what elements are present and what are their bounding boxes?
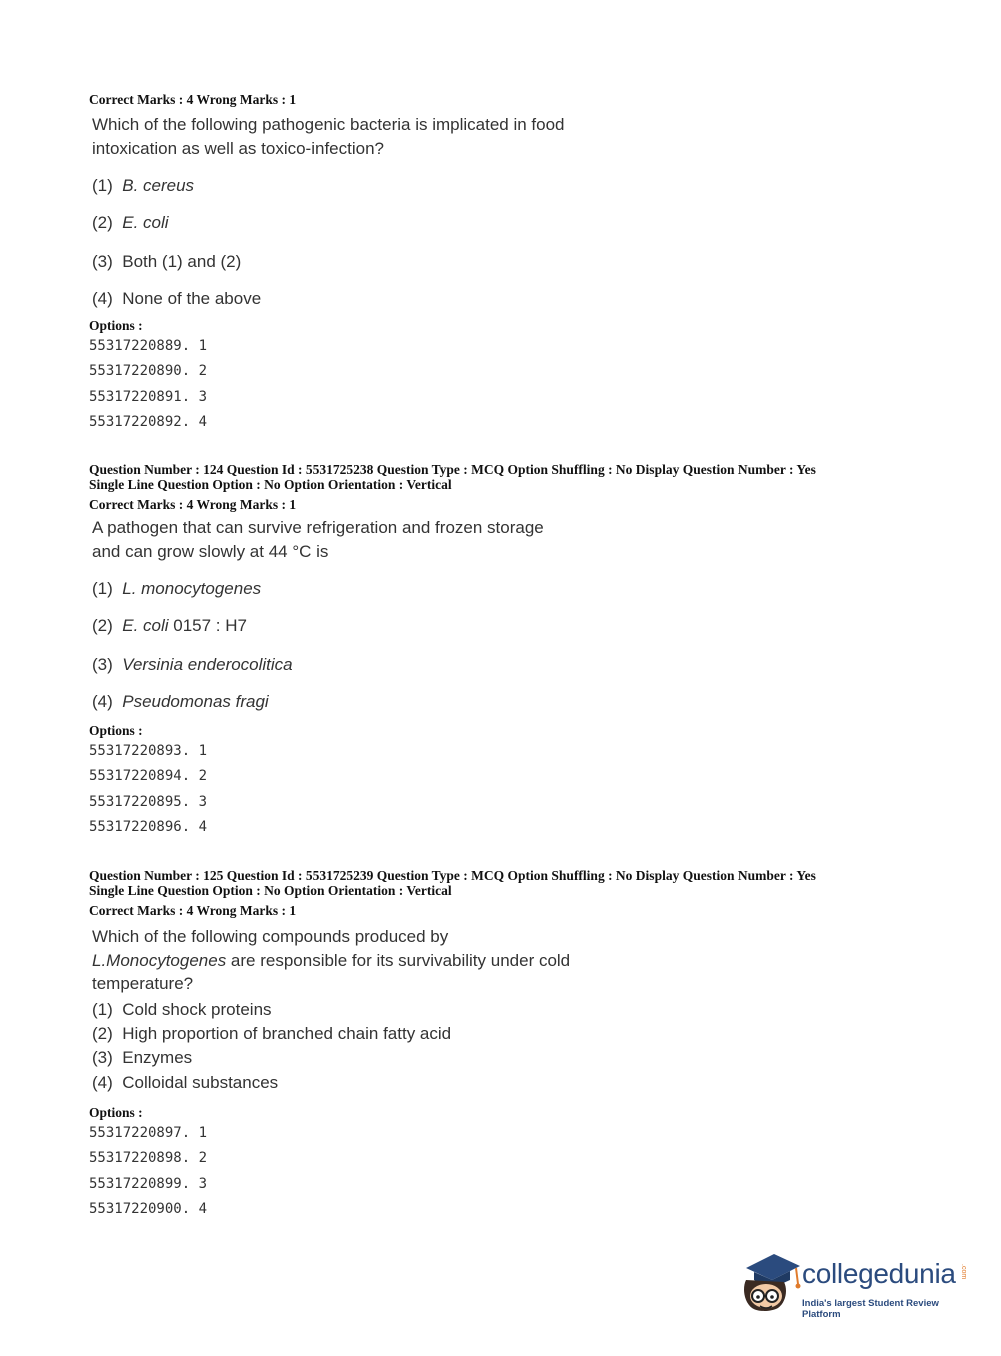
question-header: Question Number : 125 Question Id : 5531725239 Question Type : MCQ Option Shuffling : No Display Question Number : Yes Single Line Question Option : No Option Orientation : Vertical (89, 868, 816, 898)
answer-option-1: (1) Cold shock proteins (92, 1000, 272, 1019)
answer-option-2: (2) E. coli 0157 : H7 (92, 616, 247, 635)
question-text-line: intoxication as well as toxico-infection? (92, 138, 384, 158)
answer-option-4: (4) None of the above (92, 289, 262, 308)
options-label: Options : (89, 723, 143, 738)
option-id-list (89, 1121, 207, 1222)
option-id: 55317220893. 1 (89, 743, 208, 759)
question-text-line: and can grow slowly at 44 °C is (92, 541, 329, 561)
answer-option-2: (2) High proportion of branched chain fatty acid (92, 1024, 452, 1043)
option-id: 55317220900. 4 (89, 1200, 208, 1217)
question-header: Question Number : 124 Question Id : 5531725238 Question Type : MCQ Option Shuffling : No Display Question Number : Yes Single Line Question Option : No Option Orientation : Vertical (89, 462, 816, 492)
option-id: 55317220894. 2 (89, 768, 208, 785)
option-id: 55317220895. 3 (89, 793, 208, 810)
option-id: 55317220896. 4 (89, 818, 208, 835)
answer-option-3: (3) Both (1) and (2) (92, 252, 242, 271)
mascot-icon (740, 1250, 802, 1320)
question-text-line: Which of the following compounds produced by (92, 927, 449, 946)
marks-line: Correct Marks : 4 Wrong Marks : 1 (89, 903, 297, 918)
collegedunia-logo (740, 1250, 980, 1320)
option-id: 55317220889. 1 (89, 338, 208, 354)
question-text-line: temperature? (92, 974, 194, 993)
option-id: 55317220898. 2 (89, 1150, 208, 1167)
question-text (92, 925, 570, 996)
logo-suffix: .com (960, 1264, 967, 1280)
option-id-list (89, 334, 207, 435)
option-id: 55317220890. 2 (89, 363, 208, 380)
logo-wordmark: collegedunia (802, 1258, 956, 1289)
options-label: Options : (89, 318, 143, 333)
question-text-line: Which of the following pathogenic bacteria is implicated in food (92, 115, 565, 134)
marks-line: Correct Marks : 4 Wrong Marks : 1 (89, 497, 297, 512)
question-text-line: A pathogen that can survive refrigeration and frozen storage (92, 518, 544, 537)
marks-line: Correct Marks : 4 Wrong Marks : 1 (89, 92, 297, 107)
answer-option-1: (1) L. monocytogenes (92, 579, 262, 598)
question-text (92, 516, 544, 563)
answer-option-3: (3) Versinia enderocolitica (92, 655, 293, 674)
answer-option-3: (3) Enzymes (92, 1048, 193, 1067)
logo-tagline: India's largest Student Review Platform (802, 1298, 939, 1320)
question-text (92, 113, 565, 160)
answer-option-2: (2) E. coli (92, 213, 169, 232)
option-id-list (89, 739, 207, 840)
answer-option-1: (1) B. cereus (92, 176, 195, 195)
question-text-line: L.Monocytogenes are responsible for its survivability under cold (92, 950, 571, 970)
option-id: 55317220899. 3 (89, 1175, 208, 1192)
answer-option-4: (4) Pseudomonas fragi (92, 692, 269, 711)
option-id: 55317220897. 1 (89, 1125, 208, 1141)
options-label: Options : (89, 1105, 143, 1120)
answer-option-4: (4) Colloidal substances (92, 1073, 279, 1092)
option-id: 55317220891. 3 (89, 388, 208, 405)
option-id: 55317220892. 4 (89, 413, 208, 430)
